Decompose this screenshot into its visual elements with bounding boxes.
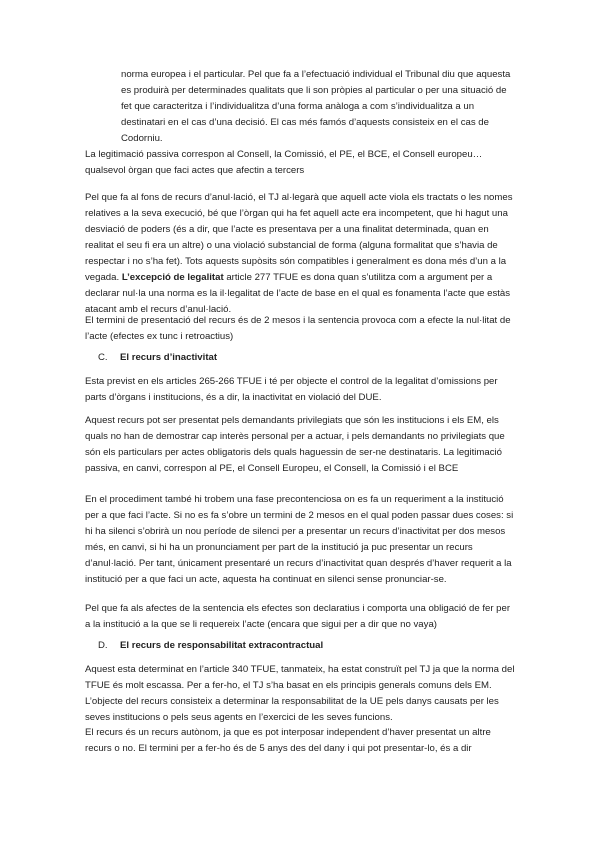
paragraph-passive-legitimation: La legitimació passiva correspon al Consell, la Comissió, el PE, el BCE, el Consell europeu… qualsevol òrgan que faci actes que afectin a tercers <box>85 149 483 176</box>
paragraph-annulment-grounds-text: Pel que fa al fons de recurs d’anul·lació, el TJ al·legarà que aquell acte viola els tractats o les nomes relatives a la seva execució, bé que l’òrgan qui ha fet aquell acte era incompetent, que hi hagut una desviació de poders (és a dir, que l’acte es presentava per a una finalitat determinada, quan en realitat el seu fi era un altre) o una violació substancial de forma (alguna formalitat que s’havia de respectar i no s’ha fet). Tots aquests supòsits són compatibles i generalment es dona més d’un a la vegada. <box>85 192 513 283</box>
section-heading-c <box>98 350 217 366</box>
heading-title: El recurs d’inactivitat <box>120 352 218 363</box>
paragraph-annulment-grounds <box>85 190 517 318</box>
paragraph-codorniu: norma europea i el particular. Pel que fa a l’efectuació individual el Tribunal diu que aquesta es produirà per determinades qualitats que li son pròpies al particular o per una situació de fet que caracteritza i l’individualitza d’una forma anàloga a com s’individualitza a un destinatari en el cas d’una decisió. El cas més famós d’aquests consisteix en el cas de Codorniu. <box>121 69 511 144</box>
heading-title: El recurs de responsabilitat extracontractual <box>120 640 324 651</box>
paragraph-inactivity-purpose: Esta previst en els articles 265-266 TFUE i té per objecte el control de la legalitat d’omissions per parts d’òrgans i institucions, és a dir, la inactivitat en violació del DUE. <box>85 376 498 403</box>
paragraph-deadline: El termini de presentació del recurs és de 2 mesos i la sentencia provoca com a efecte la nul·litat de l’acte (efectes ex tunc i retroactius) <box>85 315 511 342</box>
paragraph-liability-basis: Aquest esta determinat en l’article 340 TFUE, tanmateix, ha estat construït pel TJ ja que la norma del TFUE és molt escassa. Per a fer-ho, el TJ s’ha basat en els principis generals comuns dels EM. L’objecte del recurs consisteix a determinar la responsabilitat de la UE pels danys causats per les seves institucions o pels seus agents en l’exercici de les seves funcions. <box>85 664 515 723</box>
legality-exception-term: L’excepció de legalitat <box>121 272 224 283</box>
heading-letter: D. <box>98 640 108 651</box>
paragraph-precontentious-phase: En el procediment també hi trobem una fase precontenciosa on es fa un requeriment a la institució per a que faci l’acte. Si no es fa s’obre un termini de 2 mesos en el qual poden passar dues coses: si hi ha silenci s’obrirà un nou període de silenci per a presentar un recurs d’inactivitat per dos mesos més, en canvi, si hi ha un pronunciament per part de la institució ja puc presentar un recurs d’anul·lació. Per tant, únicament presentaré un recurs d’inactivitat quan després d’haver requerit a la institució per a que faci un acte, aquesta ha continuat en silenci sense pronunciar-se. <box>85 494 514 585</box>
paragraph-judgment-effects: Pel que fa als afectes de la sentencia els efectes son declaratius i comporta una obligació de fer per a la institució a la que se li requereix l’acte (encara que sigui per a dir que no vaya) <box>85 603 511 630</box>
paragraph-inactivity-plaintiffs: Aquest recurs pot ser presentat pels demandants privilegiats que són les institucions i els EM, els quals no han de demostrar cap interès personal per a actuar, i pels demandants no privilegiats que són els particulars per actes obligatoris dels quals haguessin de ser-ne destinataris. La legitimació passiva, en canvi, correspon al PE, el Consell Europeu, el Consell, la Comissió i el BCE <box>85 415 505 474</box>
paragraph-annulment-grounds-text-2: article 277 TFUE es dona quan s’utilitza com a argument per a declarar nul·la una norma es la il·legalitat de l’acte de base en el qual es fonamenta l’acte que estàs atacant amb el recurs d’anul·lació. <box>85 272 511 315</box>
section-heading-d <box>98 638 323 654</box>
heading-letter: C. <box>98 352 108 363</box>
paragraph-autonomous-remedy: El recurs és un recurs autònom, ja que es pot interposar independent d’haver presentat un altre recurs o no. El termini per a fer-ho és de 5 anys des del dany i qui pot presentar-lo, és a dir <box>85 727 491 754</box>
